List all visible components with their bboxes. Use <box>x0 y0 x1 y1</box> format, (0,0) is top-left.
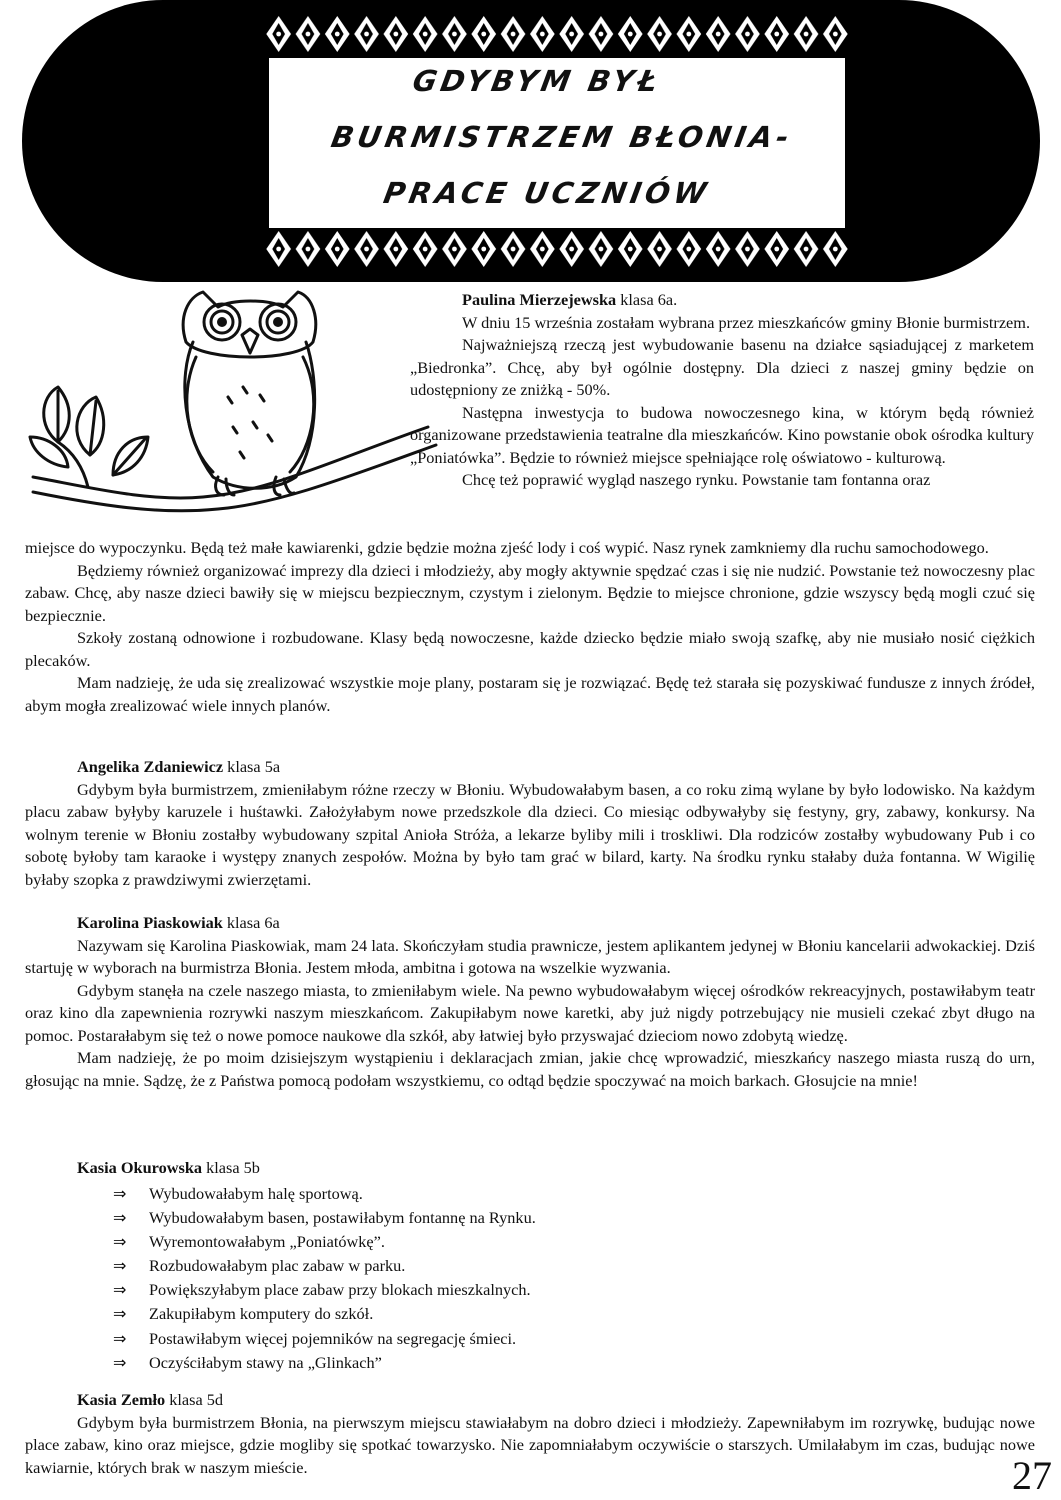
article-heading <box>25 912 1035 935</box>
author-name: Kasia Okurowska <box>77 1158 203 1177</box>
article-kasia-okurowska <box>25 1157 1035 1375</box>
author-class: klasa 6a <box>226 913 280 932</box>
article-angelika <box>25 756 1035 891</box>
author-class: klasa 5b <box>206 1158 260 1177</box>
list-item: ⇒ Oczyściłabym stawy na „Glinkach” <box>113 1351 1035 1375</box>
paragraph: Gdybym była burmistrzem Błonia, na pierwszym miejscu stawiałabym na dobro dzieci i młodzieży. Zapewniłabym im rozrywkę, budując nowe place zabaw, kino oraz miejsce, gdzie mogliby się spotkać towarzysko. Nie zapomniałabym oczywiście o starszych. Umilałabym im czas, budując nowe kawiarnie, których brak w naszym mieście. <box>25 1412 1035 1477</box>
paragraph: Mam nadzieję, że uda się zrealizować wszystkie moje plany, postaram się je rozwiązać. Będę też starała się pozyskiwać fundusze z innych źródeł, abym mogła zrealizować wiele innych planów. <box>25 673 1035 715</box>
author-name: Angelika Zdaniewicz <box>77 757 224 776</box>
paragraph: Szkoły zostaną odnowione i rozbudowane. Klasy będą nowoczesne, każde dziecko będzie miało swoją szafkę, aby nie musiało nosić ciężkich plecaków. <box>25 628 1035 670</box>
author-class: klasa 5d <box>169 1390 224 1409</box>
article-paulina-top <box>410 289 1034 492</box>
author-class: klasa 6a. <box>620 290 678 309</box>
paragraph: miejsce do wypoczynku. Będą też małe kawiarenki, gdzie będzie można zjeść lody i coś wypić. Nasz rynek zamkniemy dla ruchu samochodowego. <box>25 538 989 557</box>
page-number: 27 <box>1012 1453 1052 1498</box>
arrow-right-icon: ⇒ <box>113 1352 127 1372</box>
decorative-border-bottom <box>264 229 850 269</box>
list-item: ⇒ Postawiłabym więcej pojemników na segregację śmieci. <box>113 1327 1035 1351</box>
article-heading <box>25 756 1035 779</box>
page-title-line-3: PRACE UCZNIÓW <box>381 176 713 210</box>
paragraph: W dniu 15 września zostałam wybrana przez mieszkańców gminy Błonie burmistrzem. <box>462 312 1031 332</box>
decorative-border-top <box>264 14 850 54</box>
paragraph: Gdybym stanęła na czele naszego miasta, to zmieniłabym wiele. Na pewno wybudowałabym więcej ośrodków rekreacyjnych, postawiłabym teatr oraz kino dla zapewnienia rozrywki naszym mieszkańcom. Zakupiłabym nowe karetki, aby już nigdy potrzebujący nie musieli czekać zbyt długo na pomoc. Postarałabym się też o nowe pomoce naukowe dla szkół, aby łatwiej było przyswajać dzieciom nowo zdobytą wiedzę. <box>25 980 1035 1045</box>
paragraph: Gdybym była burmistrzem, zmieniłabym różne rzeczy w Błoniu. Wybudowałabym basen, a co roku zimą wylane by było lodowisko. Na każdym placu zabaw byłyby karuzele i huśtawki. Założyłabym nowe przedszkole dla dzieci. Co miesiąc odbywałyby się festyny, gry, zabawy, konkursy. Na wolnym terenie w Błoniu zostałby wybudowany szpital Anioła Stróża, a lekarze byliby mili i troskliwi. Dla rodziców zostałby wybudowany Pub i co sobotę byłoby tam karaoke i występy znanych zespołów. Można by było tam grać w bilard, karty. Na środku rynku stałaby duża fontanna. W Wigilię byłaby szopka z prawdziwymi zwierzętami. <box>25 779 1035 889</box>
page-title-line-2: BURMISTRZEM BŁONIA- <box>328 120 796 154</box>
title-box <box>269 58 845 228</box>
paragraph: Chcę też poprawić wygląd naszego rynku. Powstanie tam fontanna oraz <box>462 470 931 489</box>
paragraph: Następna inwestycja to budowa nowoczesnego kina, w którym będą również organizowane przedstawienia teatralne dla mieszkańców. Kino powstanie obok ośrodka kultury „Poniatówka”. Będzie to również miejsce spełniające rolę oświatowo - kulturową. <box>410 402 1034 467</box>
author-name: Kasia Zemło <box>77 1390 166 1409</box>
arrow-right-icon: ⇒ <box>113 1304 127 1324</box>
arrow-right-icon: ⇒ <box>113 1231 127 1251</box>
author-class: klasa 5a <box>227 757 281 776</box>
paragraph: Najważniejszą rzeczą jest wybudowanie basenu na działce sąsiadującej z marketem „Biedronka”. Chcę, aby był ogólnie dostępny. Dla dzieci z naszej gminy będzie on udostępniony ze zniżką - 50%. <box>410 335 1034 399</box>
wish-list <box>25 1182 1035 1376</box>
list-item: ⇒ Rozbudowałabym plac zabaw w parku. <box>113 1254 1035 1278</box>
list-item: ⇒ Powiększyłabym place zabaw przy blokach mieszkalnych. <box>113 1278 1035 1302</box>
article-heading <box>25 1389 1035 1412</box>
article-kasia-zemlo <box>25 1389 1035 1479</box>
header-banner <box>22 0 1040 282</box>
author-name: Paulina Mierzejewska <box>462 290 617 309</box>
author-name: Karolina Piaskowiak <box>77 913 223 932</box>
article-heading <box>410 289 1034 312</box>
arrow-right-icon: ⇒ <box>113 1280 127 1300</box>
arrow-right-icon: ⇒ <box>113 1328 127 1348</box>
list-item: ⇒ Wybudowałabym halę sportową. <box>113 1182 1035 1206</box>
paragraph: Nazywam się Karolina Piaskowiak, mam 24 lata. Skończyłam studia prawnicze, jestem aplikantem jedynej w Błoniu kancelarii adwokackiej. Dziś startuję w wyborach na burmistrza Błonia. Jestem młoda, ambitna i gotowa na wszelkie wyzwania. <box>25 935 1035 977</box>
arrow-right-icon: ⇒ <box>113 1256 127 1276</box>
list-item: ⇒ Wyremontowałabym „Poniatówkę”. <box>113 1230 1035 1254</box>
page-title-line-1: GDYBYM BYŁ <box>410 64 664 98</box>
owl-on-branch-illustration <box>28 287 438 517</box>
paragraph: Mam nadzieję, że po moim dzisiejszym wystąpieniu i deklaracjach zmian, jakie chcę wprowadzić, mieszkańcy naszego miasta ruszą do urn, głosując na mnie. Sądzę, że z Państwa pomocą podołam wszystkiemu, co odtąd będzie spoczywać na moich barkach. Głosujcie na mnie! <box>25 1048 1035 1090</box>
paragraph: Będziemy również organizować imprezy dla dzieci i młodzieży, aby mogły aktywnie spędzać czas i się nie nudzić. Powstanie też nowoczesny plac zabaw. Chcę, aby nasze dzieci bawiły się w miejscu bezpiecznym, czystym i zielonym. Będzie to miejsce chronione, gdzie wszyscy będą mogli czuć się bezpiecznie. <box>25 560 1035 625</box>
list-item: ⇒ Zakupiłabym komputery do szkół. <box>113 1302 1035 1326</box>
article-heading <box>25 1157 1035 1180</box>
arrow-right-icon: ⇒ <box>113 1207 127 1227</box>
arrow-right-icon: ⇒ <box>113 1183 127 1203</box>
article-karolina <box>25 912 1035 1092</box>
list-item: ⇒ Wybudowałabym basen, postawiłabym fontannę na Rynku. <box>113 1206 1035 1230</box>
article-paulina-bottom <box>25 537 1035 717</box>
